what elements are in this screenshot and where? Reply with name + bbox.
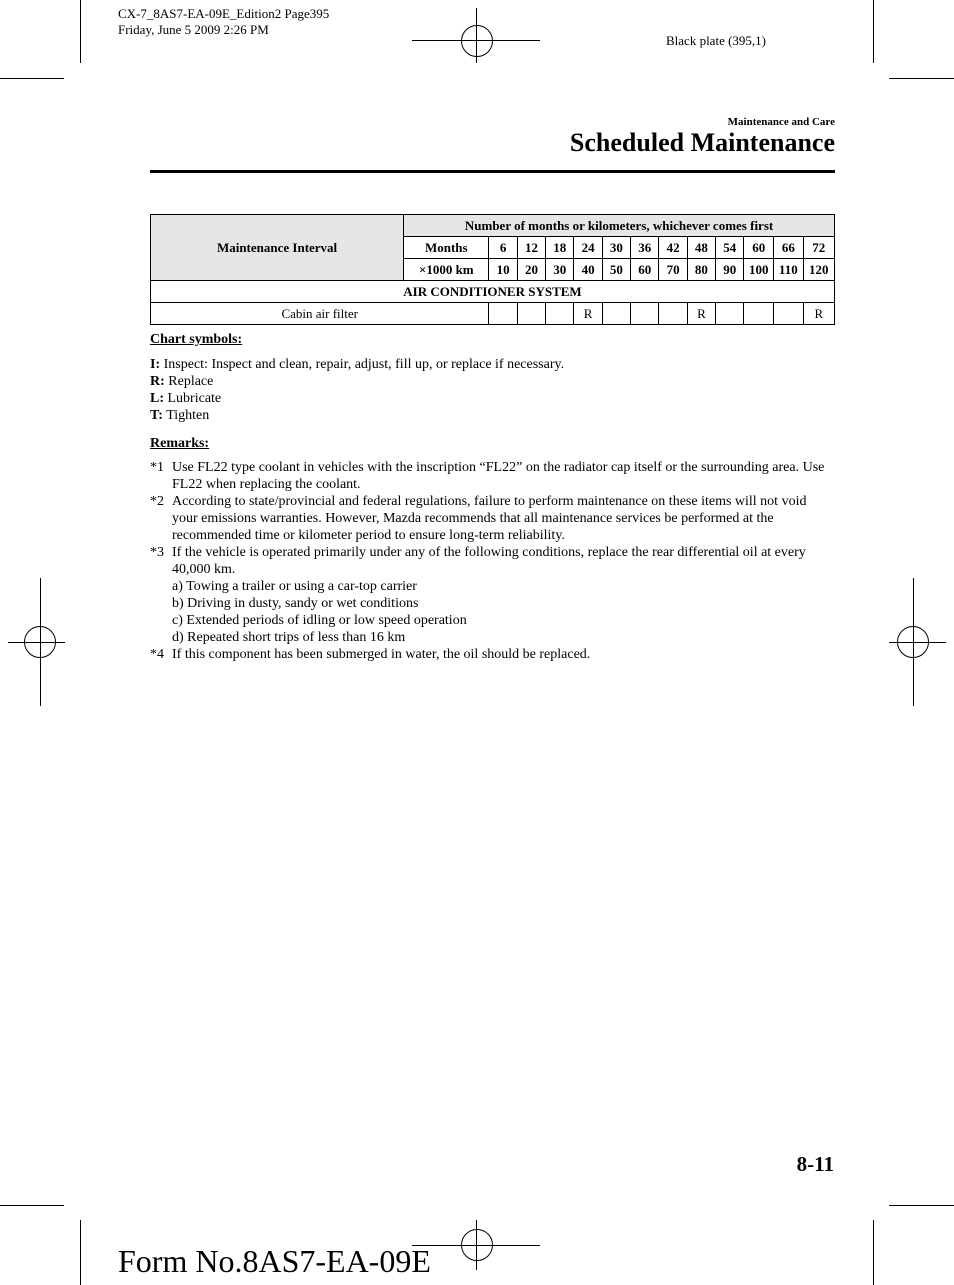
schedule-cell	[774, 303, 804, 325]
print-timestamp: Friday, June 5 2009 2:26 PM	[118, 22, 269, 37]
month-cell: 72	[803, 237, 834, 259]
month-cell: 48	[687, 237, 715, 259]
chart-symbols-heading: Chart symbols:	[150, 332, 243, 347]
remark-text: If the vehicle is operated primarily under any of the following conditions, replace the rear differential oil at every 40,000 km.	[172, 545, 806, 577]
title-rule	[150, 170, 835, 173]
section-label: Maintenance and Care	[727, 116, 835, 128]
month-cell: 42	[659, 237, 687, 259]
month-cell: 66	[774, 237, 804, 259]
remark-number: *2	[150, 494, 164, 509]
remark-text: Use FL22 type coolant in vehicles with the inscription “FL22” on the radiator cap itself or the surrounding area. Use FL22 when replacing the coolant.	[172, 460, 825, 492]
month-cell: 36	[631, 237, 659, 259]
table-row	[151, 303, 835, 325]
symbol-item	[150, 373, 830, 390]
print-file-info: CX-7_8AS7-EA-09E_Edition2 Page395	[118, 6, 330, 21]
km-cell: 30	[546, 259, 574, 281]
km-cell: 50	[602, 259, 630, 281]
page-number: 8-11	[796, 1152, 834, 1176]
condition-item: b) Driving in dusty, sandy or wet conditions	[172, 596, 419, 611]
remark-number: *3	[150, 545, 164, 560]
month-cell: 54	[716, 237, 744, 259]
schedule-cell: R	[803, 303, 834, 325]
schedule-cell	[602, 303, 630, 325]
condition-item: a) Towing a trailer or using a car-top carrier	[172, 579, 417, 594]
maintenance-interval-header: Maintenance Interval	[151, 215, 404, 281]
symbol-key: R:	[150, 374, 165, 389]
km-cell: 110	[774, 259, 804, 281]
month-cell: 24	[574, 237, 602, 259]
remarks-heading: Remarks:	[150, 436, 210, 451]
chart-symbols-list	[150, 356, 830, 424]
symbol-key: I:	[150, 357, 161, 372]
symbol-text: Tighten	[166, 408, 210, 423]
schedule-cell	[517, 303, 545, 325]
air-conditioner-section: AIR CONDITIONER SYSTEM	[151, 281, 835, 303]
interval-span-header: Number of months or kilometers, whichever comes first	[404, 215, 835, 237]
schedule-cell	[744, 303, 774, 325]
symbol-key: L:	[150, 391, 164, 406]
month-cell: 18	[546, 237, 574, 259]
schedule-cell	[631, 303, 659, 325]
km-cell: 100	[744, 259, 774, 281]
remark-text: If this component has been submerged in water, the oil should be replaced.	[172, 647, 591, 662]
km-cell: 40	[574, 259, 602, 281]
schedule-cell: R	[687, 303, 715, 325]
plate-info: Black plate (395,1)	[666, 33, 766, 48]
symbol-item	[150, 390, 830, 407]
schedule-cell: R	[574, 303, 602, 325]
km-cell: 60	[631, 259, 659, 281]
schedule-cell	[716, 303, 744, 325]
form-number: Form No.8AS7-EA-09E	[118, 1243, 431, 1279]
symbol-item	[150, 407, 830, 424]
condition-item: d) Repeated short trips of less than 16 km	[172, 630, 406, 645]
month-cell: 30	[602, 237, 630, 259]
month-cell: 60	[744, 237, 774, 259]
symbol-text: Inspect: Inspect and clean, repair, adjust, fill up, or replace if necessary.	[163, 357, 565, 372]
maintenance-table	[150, 214, 835, 325]
remark-3-conditions	[172, 578, 812, 646]
remark-number: *1	[150, 460, 164, 475]
symbol-item	[150, 356, 830, 373]
section-row	[151, 281, 835, 303]
remark-number: *4	[150, 647, 164, 662]
item-name: Cabin air filter	[151, 303, 489, 325]
month-cell: 6	[489, 237, 517, 259]
km-cell: 10	[489, 259, 517, 281]
symbol-text: Lubricate	[167, 391, 222, 406]
km-label: ×1000 km	[404, 259, 489, 281]
table-header-row	[151, 215, 835, 237]
km-cell: 80	[687, 259, 715, 281]
remark-text: According to state/provincial and federal regulations, failure to perform maintenance on these items will not void your emissions warranties. However, Mazda recommends that all maintenance services be performed at the recommended time or kilometer period to ensure long-term reliability.	[172, 494, 807, 543]
km-cell: 120	[803, 259, 834, 281]
month-cell: 12	[517, 237, 545, 259]
condition-item: c) Extended periods of idling or low speed operation	[172, 613, 467, 628]
km-cell: 90	[716, 259, 744, 281]
schedule-cell	[546, 303, 574, 325]
page-title: Scheduled Maintenance	[569, 128, 835, 157]
symbol-key: T:	[150, 408, 163, 423]
schedule-cell	[489, 303, 517, 325]
symbol-text: Replace	[168, 374, 214, 389]
months-label: Months	[404, 237, 489, 259]
km-cell: 20	[517, 259, 545, 281]
print-metadata	[118, 6, 329, 38]
schedule-cell	[659, 303, 687, 325]
km-cell: 70	[659, 259, 687, 281]
